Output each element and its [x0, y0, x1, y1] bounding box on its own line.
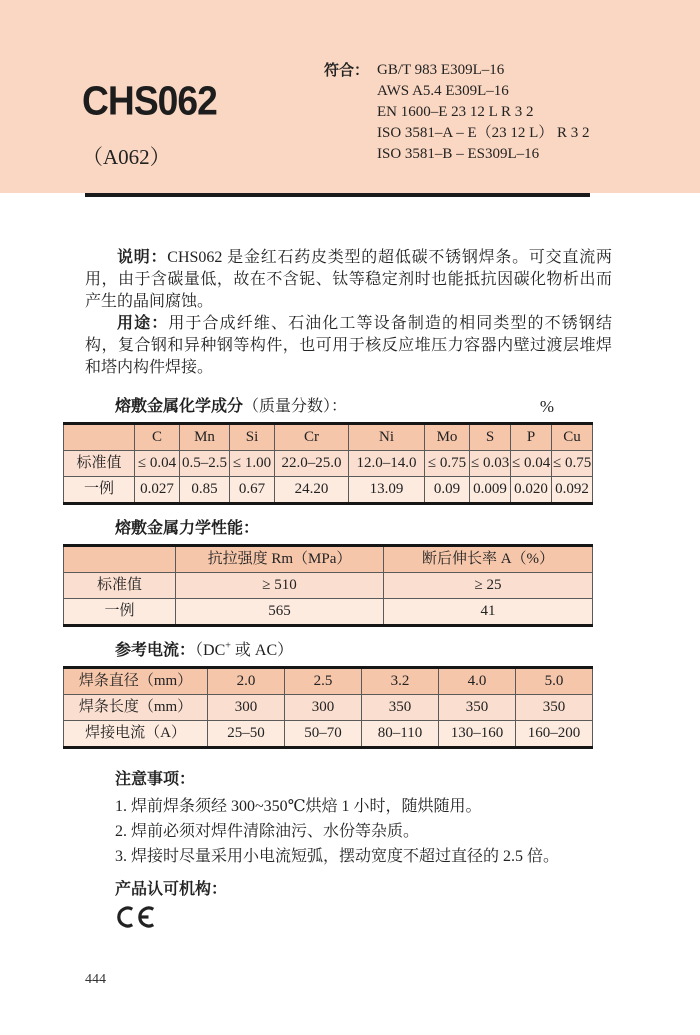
dc-plus-superscript: +	[225, 640, 231, 652]
table-corner-cell	[64, 424, 135, 451]
column-header: Mo	[425, 424, 470, 451]
row-label: 焊条长度（mm）	[64, 695, 208, 721]
value-cell: 350	[362, 695, 439, 721]
product-model: CHS062	[82, 78, 217, 125]
notes-title: 注意事项：	[115, 771, 196, 788]
row-label: 焊接电流（A）	[64, 721, 208, 748]
yongtu-text: 用于合成纤维、石油化工等设备制造的相同类型的不锈钢结构，复合钢和异种钢等构件，也可用于核反应堆压力容器内壁过渡层堆焊和塔内构件焊接。	[85, 315, 612, 376]
value-cell: 22.0–25.0	[275, 451, 349, 477]
row-label: 一例	[64, 477, 135, 504]
shuoming-text: CHS062 是金红石药皮类型的超低碳不锈钢焊条。可交直流两用，由于含碳量低，故在不含铌、钛等稳定剂时也能抵抗因碳化物析出而产生的晶间腐蚀。	[85, 249, 612, 310]
header-divider-rule	[85, 193, 590, 197]
value-cell: 3.2	[362, 668, 439, 695]
table-row	[64, 573, 593, 599]
column-header: 抗拉强度 Rm（MPa）	[176, 546, 384, 573]
value-cell: 0.027	[135, 477, 180, 504]
table-corner-cell	[64, 546, 176, 573]
value-cell: 4.0	[439, 668, 516, 695]
table-row	[64, 721, 593, 748]
column-header: Si	[230, 424, 275, 451]
value-cell: ≤ 0.03	[470, 451, 511, 477]
row-label: 标准值	[64, 573, 176, 599]
row-label: 标准值	[64, 451, 135, 477]
header-band	[0, 0, 700, 193]
standard-item: EN 1600–E 23 12 L R 3 2	[377, 104, 534, 120]
value-cell: 80–110	[362, 721, 439, 748]
value-cell: 565	[176, 599, 384, 626]
value-cell: 0.5–2.5	[180, 451, 230, 477]
notes-list	[115, 794, 612, 869]
product-identity	[82, 60, 324, 193]
value-cell: ≤ 1.00	[230, 451, 275, 477]
value-cell: 0.85	[180, 477, 230, 504]
column-header: Cu	[552, 424, 593, 451]
standards-list	[377, 60, 590, 193]
value-cell: 25–50	[208, 721, 285, 748]
row-label: 一例	[64, 599, 176, 626]
value-cell: ≤ 0.04	[511, 451, 552, 477]
table-row	[64, 668, 593, 695]
value-cell: 300	[285, 695, 362, 721]
certification-section	[115, 879, 612, 934]
value-cell: ≥ 510	[176, 573, 384, 599]
notes-section	[115, 769, 612, 869]
column-header: S	[470, 424, 511, 451]
value-cell: 350	[439, 695, 516, 721]
value-cell: 0.09	[425, 477, 470, 504]
standard-item: ISO 3581–B – ES309L–16	[377, 146, 540, 162]
value-cell: 160–200	[516, 721, 593, 748]
table-row	[64, 599, 593, 626]
column-header: P	[511, 424, 552, 451]
usage-paragraph	[85, 313, 612, 379]
value-cell: ≤ 0.75	[425, 451, 470, 477]
value-cell: 0.67	[230, 477, 275, 504]
current-section-title	[115, 641, 612, 661]
chemical-title: 熔敷金属化学成分（质量分数）：	[115, 398, 348, 415]
column-header: Cr	[275, 424, 349, 451]
chemical-table	[63, 422, 593, 505]
yongtu-label: 用途：	[117, 315, 169, 332]
ce-mark-icon	[115, 905, 612, 934]
table-row	[64, 477, 593, 504]
mechanical-section-title	[115, 519, 612, 539]
table-row	[64, 695, 593, 721]
chemical-unit: %	[539, 397, 554, 416]
value-cell: 350	[516, 695, 593, 721]
value-cell: 0.020	[511, 477, 552, 504]
description-paragraph	[85, 247, 612, 313]
column-header: 断后伸长率 A（%）	[384, 546, 593, 573]
mechanical-table	[63, 544, 593, 627]
value-cell: ≤ 0.04	[135, 451, 180, 477]
value-cell: 13.09	[349, 477, 425, 504]
column-header: Mn	[180, 424, 230, 451]
value-cell: 2.5	[285, 668, 362, 695]
note-item: 2. 焊前必须对焊件清除油污、水份等杂质。	[115, 823, 420, 840]
value-cell: 130–160	[439, 721, 516, 748]
value-cell: 300	[208, 695, 285, 721]
value-cell: 5.0	[516, 668, 593, 695]
standard-item: ISO 3581–A – E（23 12 L） R 3 2	[377, 125, 590, 141]
standard-item: GB/T 983 E309L–16	[377, 62, 505, 78]
value-cell: 24.20	[275, 477, 349, 504]
shuoming-label: 说明：	[117, 249, 168, 266]
current-title: 参考电流：（DC+ 或 AC）	[115, 640, 294, 659]
chemical-section-title	[115, 397, 612, 417]
value-cell: 0.092	[552, 477, 593, 504]
product-code: （A062）	[82, 145, 171, 169]
row-label: 焊条直径（mm）	[64, 668, 208, 695]
certification-title: 产品认可机构：	[115, 881, 228, 898]
value-cell: 12.0–14.0	[349, 451, 425, 477]
page-content	[0, 247, 700, 934]
value-cell: ≤ 0.75	[552, 451, 593, 477]
value-cell: ≥ 25	[384, 573, 593, 599]
value-cell: 50–70	[285, 721, 362, 748]
conform-label: 符合：	[324, 62, 370, 79]
mechanical-title: 熔敷金属力学性能：	[115, 520, 260, 537]
page-number: 444	[85, 972, 106, 987]
standards-block	[324, 60, 590, 193]
column-header: Ni	[349, 424, 425, 451]
column-header: C	[135, 424, 180, 451]
value-cell: 0.009	[470, 477, 511, 504]
value-cell: 41	[384, 599, 593, 626]
table-row	[64, 451, 593, 477]
current-table	[63, 666, 593, 749]
note-item: 1. 焊前焊条须经 300~350℃烘焙 1 小时，随烘随用。	[115, 798, 482, 815]
note-item: 3. 焊接时尽量采用小电流短弧，摆动宽度不超过直径的 2.5 倍。	[115, 848, 560, 865]
value-cell: 2.0	[208, 668, 285, 695]
standard-item: AWS A5.4 E309L–16	[377, 83, 509, 99]
